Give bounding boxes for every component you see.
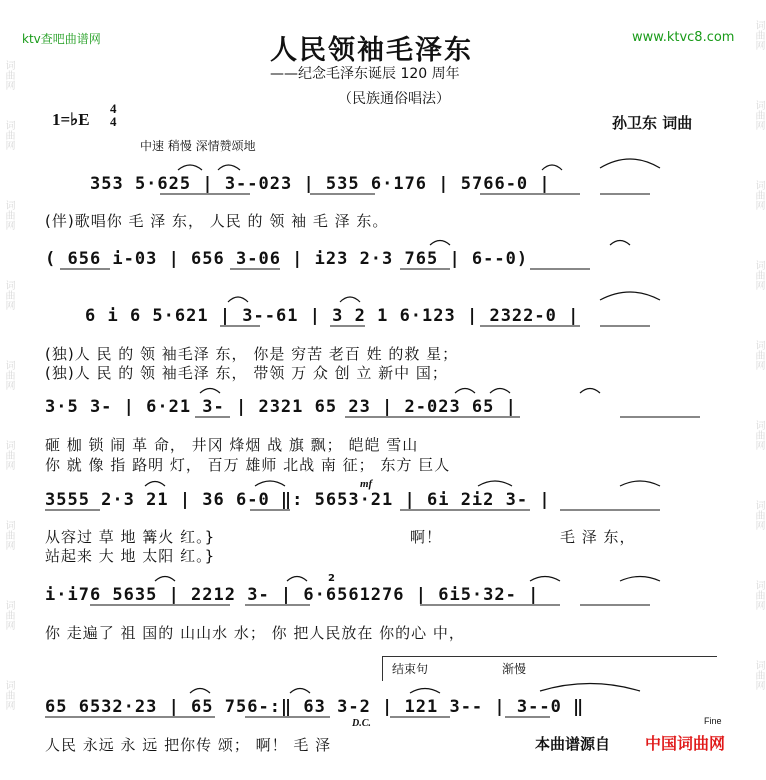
da-capo-mark: D.C. (352, 718, 371, 729)
lyric-row-5-verse-2: 站起来 大 地 太阳 红。} (45, 547, 216, 565)
slur (580, 389, 600, 394)
slur (600, 159, 660, 168)
notation-row-6: i·i76 5635 | 2212 3- | 6·6561276 | 6i5·32- | (45, 585, 540, 605)
site-link-left[interactable]: ktv查吧曲谱网 (22, 32, 101, 46)
slur (478, 481, 512, 486)
lyric-row-5-verse-1: 从容过 草 地 篝火 红。} (45, 528, 216, 546)
watermark-text: 词曲网 (3, 600, 14, 630)
slur (540, 684, 640, 692)
slur (218, 165, 240, 170)
lyric-row-5-refrain-name: 毛 泽 东， (560, 528, 636, 546)
watermark-text: 词曲网 (3, 200, 14, 230)
site-link-right[interactable]: www.ktvc8.com (632, 30, 735, 45)
dynamic-mf: mf (360, 478, 373, 490)
watermark-text: 词曲网 (753, 420, 764, 450)
notation-row-5: 3555 2·3 21 | 36 6-0 ‖: 5653·21 | 6i 2i2 3- | (45, 490, 551, 510)
watermark-text: 词曲网 (3, 680, 14, 710)
watermark-text: 词曲网 (753, 340, 764, 370)
slur (190, 689, 210, 694)
slur (490, 389, 510, 394)
time-top: 4 (110, 101, 117, 116)
lyric-row-7: 人民 永远 永 远 把你传 颂； 啊！ 毛 泽 (45, 736, 332, 754)
watermark-text: 词曲网 (753, 20, 764, 50)
notation-row-7: 65 6532·23 | 65 756-:‖ 63 3-2 | 121 3-- | 3--0 ‖ (45, 697, 585, 717)
time-bottom: 4 (110, 114, 117, 129)
watermark-text: 词曲网 (3, 280, 14, 310)
notation-row-4: 3·5 3- | 6·21 3- | 2321 65 23 | 2-023 65 | (45, 397, 517, 417)
slur (530, 577, 560, 582)
slur (620, 481, 660, 486)
slur (228, 297, 248, 302)
watermark-text: 词曲网 (753, 260, 764, 290)
grace-note: 2 (328, 573, 335, 584)
lyric-row-3-verse-2: (独)人 民 的 领 袖毛泽 东， 带领 万 众 创 立 新中 国； (45, 364, 448, 382)
watermark-text: 词曲网 (753, 500, 764, 530)
watermark-text: 词曲网 (3, 60, 14, 90)
slur (600, 292, 660, 300)
ending-bracket (382, 656, 717, 681)
slur (145, 482, 165, 487)
notation-row-3: 6 i 6 5·621 | 3--61 | 3 2 1 6·123 | 2322-0 | (85, 306, 580, 326)
lyric-row-3-verse-1: (独)人 民 的 领 袖毛泽 东， 你是 穷苦 老百 姓 的救 星； (45, 345, 459, 363)
watermark-text: 词曲网 (753, 660, 764, 690)
source-label: 本曲谱源自 (535, 735, 611, 753)
composer-credit: 孙卫东 词曲 (612, 114, 693, 132)
slur (620, 577, 660, 582)
singing-style: （民族通俗唱法） (338, 91, 450, 107)
slur (155, 577, 175, 582)
slur (430, 241, 450, 246)
watermark-text: 词曲网 (3, 520, 14, 550)
song-title: 人民领袖毛泽东 (270, 35, 473, 66)
slur (455, 389, 475, 394)
watermark-left (0, 0, 16, 780)
watermark-text: 词曲网 (753, 180, 764, 210)
lyric-row-4-verse-2: 你 就 像 指 路明 灯， 百万 雄师 北战 南 征； 东方 巨人 (45, 456, 451, 474)
fine-mark: Fine (704, 716, 722, 726)
ending-label: 结束句 (392, 662, 429, 676)
lyric-row-5-refrain-ah: 啊！ (410, 528, 443, 546)
notation-row-2: ( 656 i-03 | 656 3-06 | i23 2·3 765 | 6--0) (45, 249, 529, 269)
watermark-text: 词曲网 (3, 360, 14, 390)
brand-link[interactable]: 中国词曲网 (645, 734, 726, 753)
ritardando-label: 渐慢 (502, 662, 527, 676)
slur (410, 689, 440, 694)
watermark-right (750, 0, 766, 780)
tempo-marking: 中速 稍慢 深情赞颂地 (140, 139, 256, 153)
slur (290, 689, 310, 694)
slur (255, 481, 285, 486)
watermark-text: 词曲网 (753, 100, 764, 130)
slur (340, 297, 360, 302)
slur (610, 241, 630, 246)
watermark-text: 词曲网 (3, 120, 14, 150)
slur (200, 389, 220, 394)
time-signature (110, 102, 117, 128)
lyric-row-6: 你 走遍了 祖 国的 山山水 水； 你 把人民放在 你的心 中， (45, 624, 465, 642)
lyric-row-1: (伴)歌唱你 毛 泽 东， 人民 的 领 袖 毛 泽 东。 (45, 212, 389, 230)
slur (178, 165, 202, 170)
notation-row-1: 353 5·625 | 3--023 | 535 6·176 | 5766-0 | (90, 174, 551, 194)
slur (542, 165, 562, 170)
watermark-text: 词曲网 (3, 440, 14, 470)
slur (287, 577, 307, 582)
lyric-row-4-verse-1: 砸 枷 锁 闹 革 命， 井冈 烽烟 战 旗 飘； 皑皑 雪山 (45, 436, 419, 454)
watermark-text: 词曲网 (753, 580, 764, 610)
key-signature: 1=♭E (52, 110, 90, 129)
song-subtitle: ——纪念毛泽东诞辰 120 周年 (270, 66, 460, 82)
